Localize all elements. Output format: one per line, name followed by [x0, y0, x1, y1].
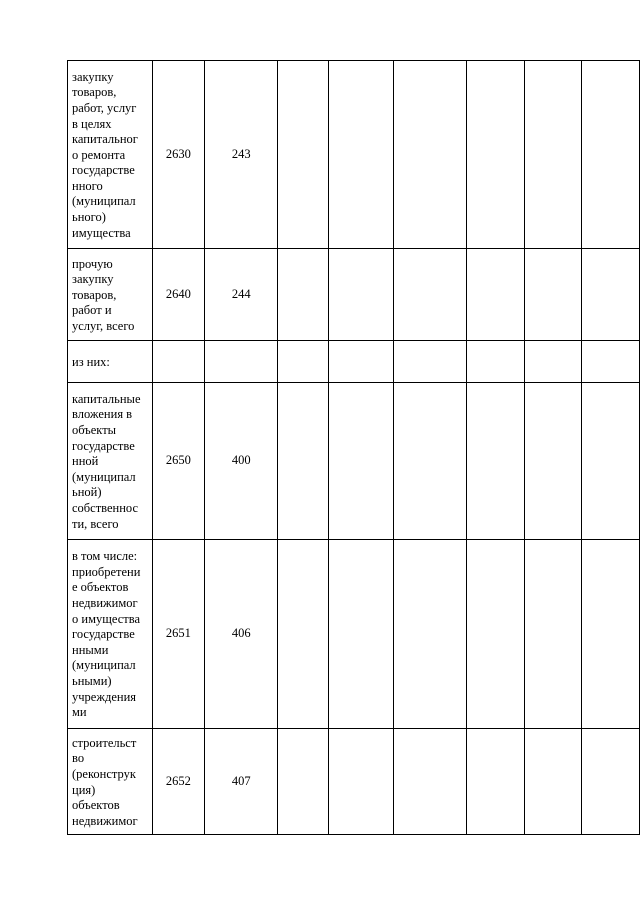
empty-cell — [581, 383, 639, 540]
row-kbk-cell: 400 — [205, 383, 278, 540]
empty-cell — [278, 540, 328, 729]
empty-cell — [581, 341, 639, 383]
row-code-cell: 2650 — [152, 383, 205, 540]
empty-cell — [524, 540, 581, 729]
row-kbk-cell: 406 — [205, 540, 278, 729]
empty-cell — [581, 729, 639, 835]
empty-cell — [278, 383, 328, 540]
empty-cell — [466, 341, 524, 383]
empty-cell — [581, 249, 639, 341]
row-kbk-cell: 244 — [205, 249, 278, 341]
empty-cell — [328, 540, 394, 729]
row-name-cell: в том числе: приобретени е объектов недвижимог о имущества государстве нными (муниципал ьными) учреждения ми — [68, 540, 153, 729]
empty-cell — [524, 61, 581, 249]
empty-cell — [328, 249, 394, 341]
row-code-cell — [152, 341, 205, 383]
row-code-cell: 2640 — [152, 249, 205, 341]
table-row — [68, 540, 640, 729]
row-name-cell: капитальные вложения в объекты государстве нной (муниципал ьной) собственнос ти, всего — [68, 383, 153, 540]
empty-cell — [524, 249, 581, 341]
empty-cell — [466, 61, 524, 249]
empty-cell — [394, 61, 466, 249]
empty-cell — [394, 249, 466, 341]
budget-table — [67, 60, 640, 835]
row-code-cell: 2652 — [152, 729, 205, 835]
empty-cell — [278, 249, 328, 341]
row-kbk-cell: 407 — [205, 729, 278, 835]
table-row — [68, 249, 640, 341]
empty-cell — [328, 729, 394, 835]
empty-cell — [581, 61, 639, 249]
empty-cell — [524, 729, 581, 835]
row-code-cell: 2651 — [152, 540, 205, 729]
row-name-cell: из них: — [68, 341, 153, 383]
row-kbk-cell: 243 — [205, 61, 278, 249]
empty-cell — [581, 540, 639, 729]
empty-cell — [328, 341, 394, 383]
empty-cell — [278, 341, 328, 383]
empty-cell — [394, 540, 466, 729]
empty-cell — [466, 540, 524, 729]
empty-cell — [394, 729, 466, 835]
empty-cell — [328, 383, 394, 540]
empty-cell — [466, 729, 524, 835]
empty-cell — [524, 341, 581, 383]
row-name-cell: прочую закупку товаров, работ и услуг, всего — [68, 249, 153, 341]
table-row — [68, 61, 640, 249]
empty-cell — [466, 383, 524, 540]
empty-cell — [278, 729, 328, 835]
empty-cell — [394, 341, 466, 383]
empty-cell — [466, 249, 524, 341]
empty-cell — [278, 61, 328, 249]
empty-cell — [328, 61, 394, 249]
row-code-cell: 2630 — [152, 61, 205, 249]
table-row — [68, 383, 640, 540]
table-row — [68, 729, 640, 835]
table-row — [68, 341, 640, 383]
empty-cell — [524, 383, 581, 540]
row-name-cell: закупку товаров, работ, услуг в целях капитальног о ремонта государстве нного (муниципал ьного) имущества — [68, 61, 153, 249]
empty-cell — [394, 383, 466, 540]
row-kbk-cell — [205, 341, 278, 383]
row-name-cell: строительст во (реконструк ция) объектов недвижимог — [68, 729, 153, 835]
